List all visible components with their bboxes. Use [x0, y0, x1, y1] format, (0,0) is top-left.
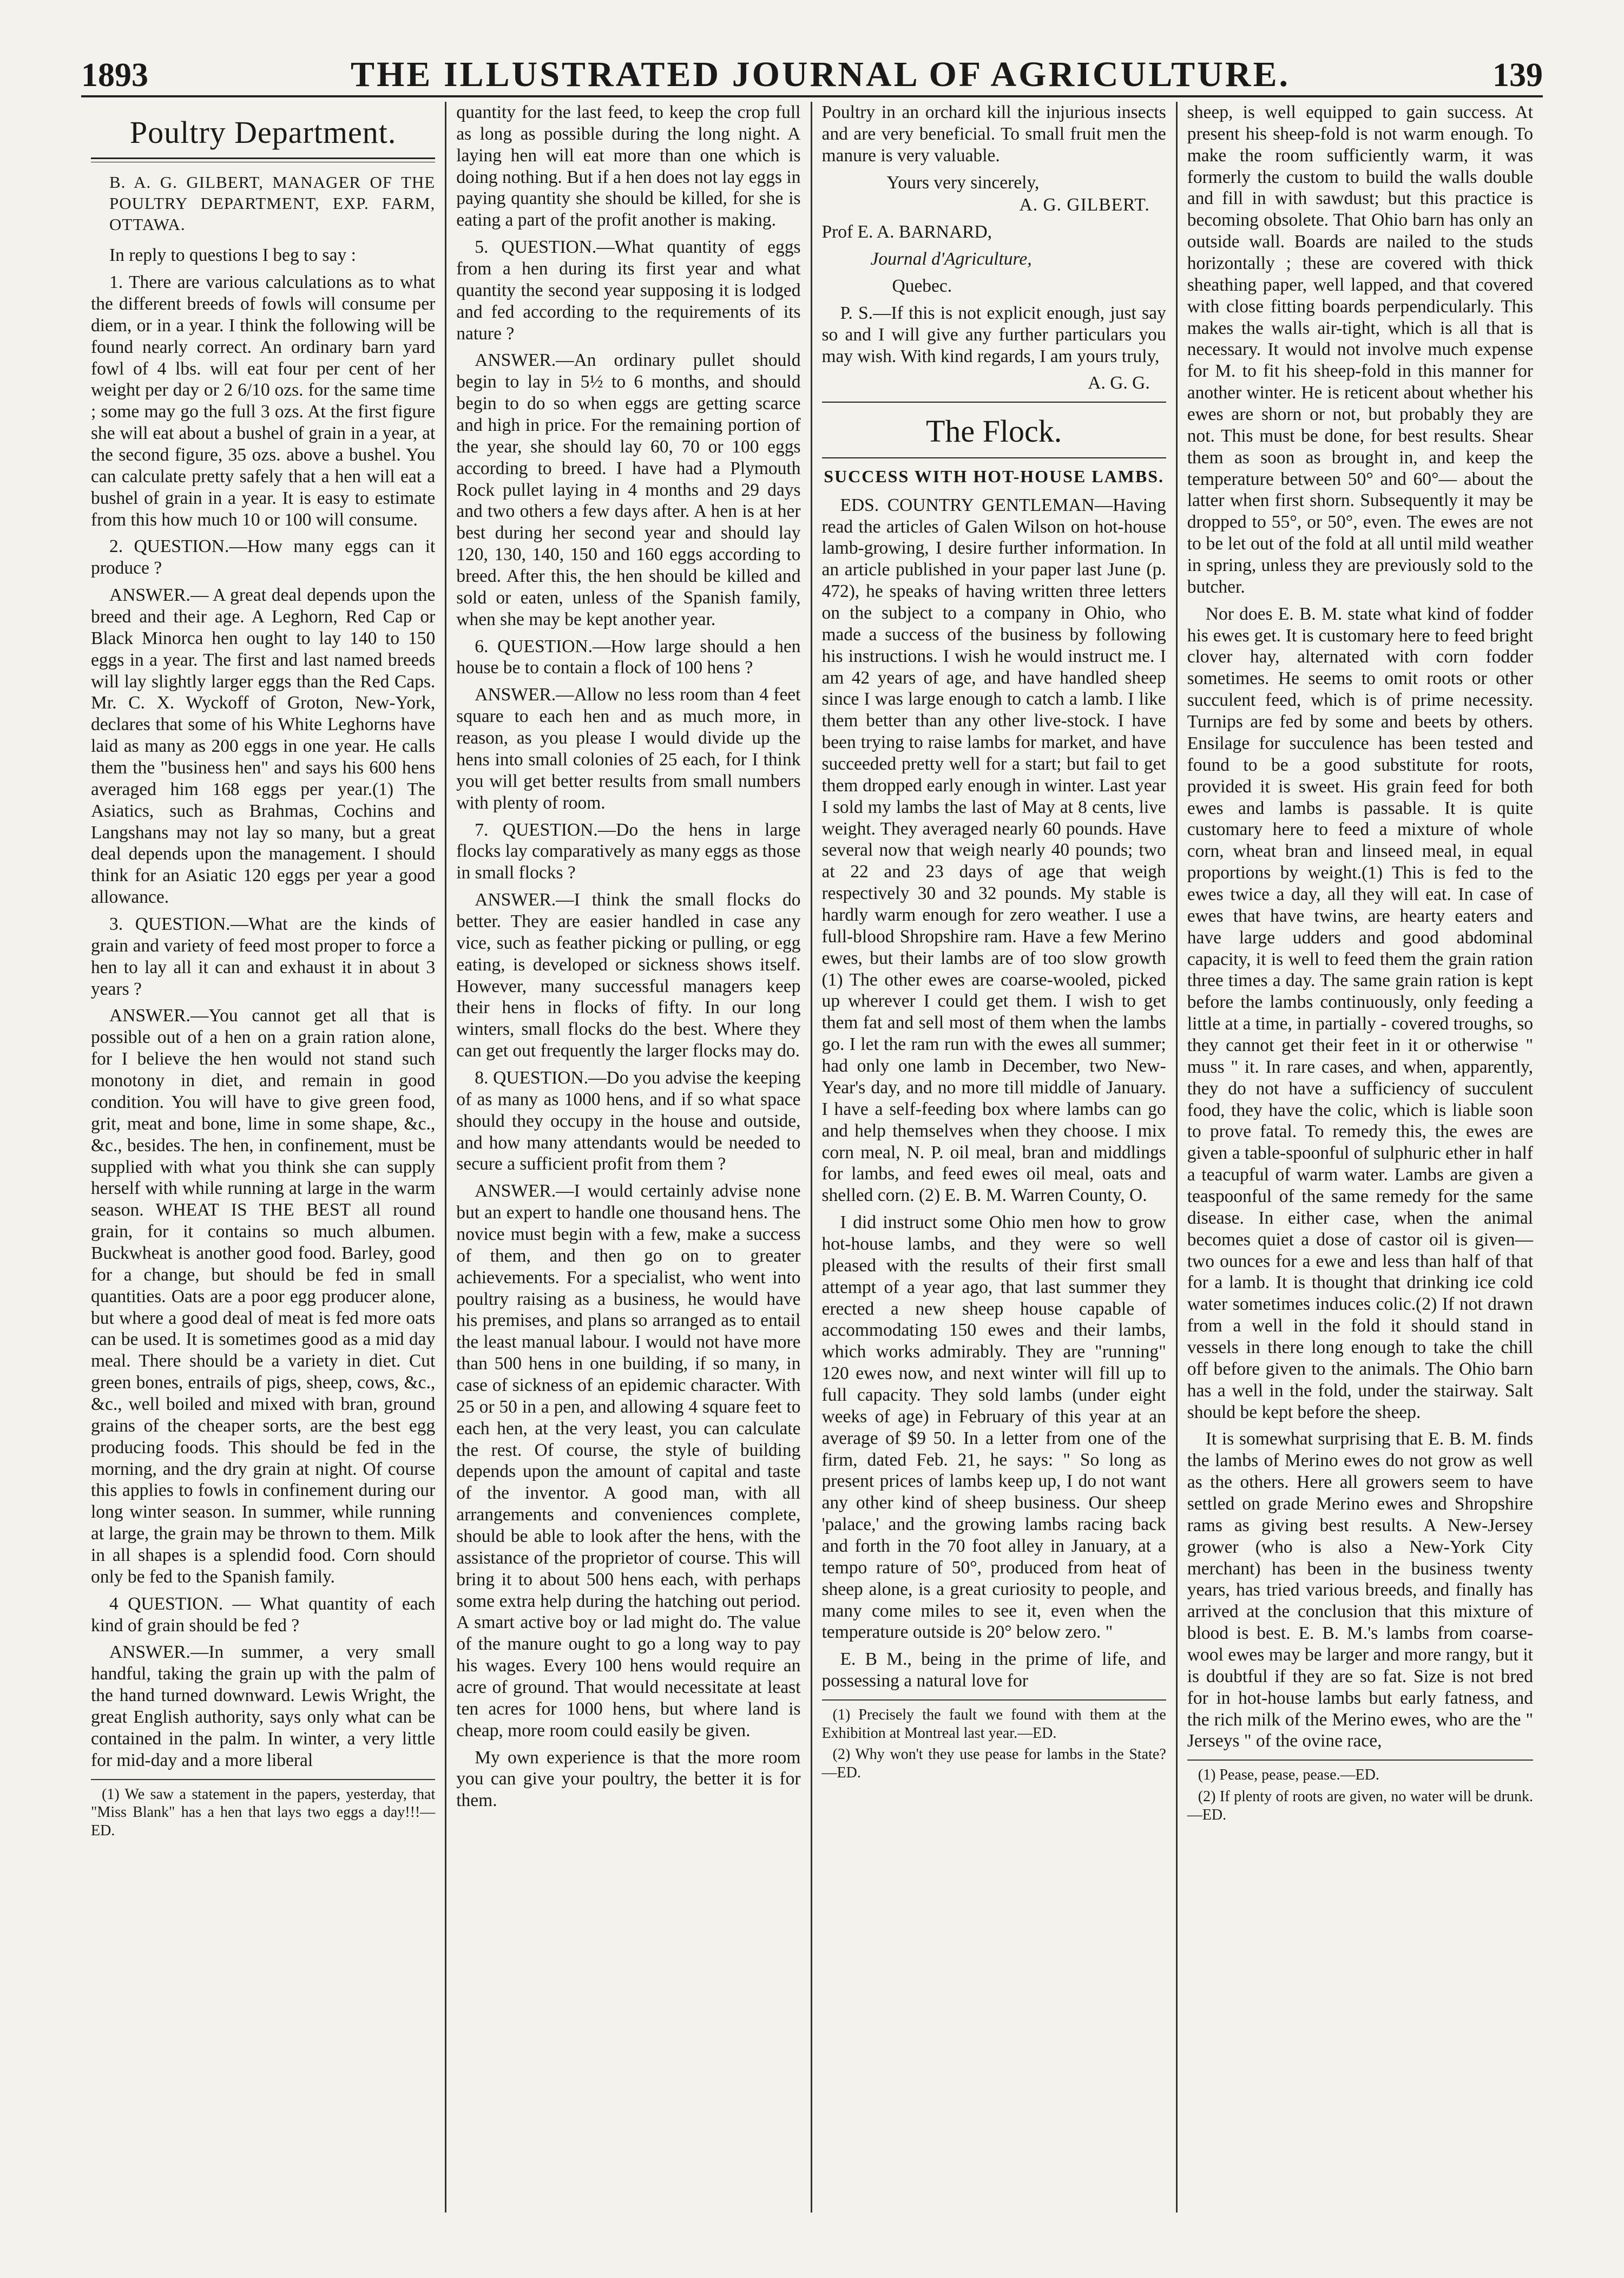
paragraph: 1. There are various calculations as to what the different breeds of fowls will consume per diem, or in a year. I think the following will be found nearly correct. An ordinary barn yard fowl of 4 lbs. will eat four per cent of her weight per day or 2 6/10 ozs. for the same time ; some may go the full 3 ozs. At the first figure she will eat about a bushel of grain in a year, at the second figure, 35 ozs. above a bushel. You can calculate pretty safely that a hen will eat a bushel of grain in a year. It is easy to estimate from this how much 10 or 100 will consume.: [91, 272, 436, 530]
byline: B. A. G. GILBERT, MANAGER OF THE POULTRY DEPARTMENT, EXP. FARM, OTTAWA.: [109, 173, 436, 234]
paragraph: I did instruct some Ohio men how to grow hot-house lambs, and they were so well pleased with the results of their first small attempt of a year ago, that last summer they erected a new sheep house capable of accommodating 150 ewes and their lambs, which works admirably. They are "running" 120 ewes now, and next winter will fill up to full capacity. They sold lambs (under eight weeks of age) in February of this year at an average of $9 50. In a letter from one of the firm, dated Feb. 21, he says: " So long as present prices of lambs keep up, I do not want any other kind of sheep business. Our sheep 'palace,' and the growing lambs racing back and forth in the 70 foot alley in January, at a tempo rature of 50°, produced from heat of sheep alone, is a great curiosity to people, and many come miles to see it, even when the temperature outside is 20° below zero. ": [821, 1212, 1166, 1643]
paragraph: P. S.—If this is not explicit enough, just say so and I will give any further particulars you may wish. With kind regards, I am yours truly,: [821, 303, 1166, 366]
answer: ANSWER.—I would certainly advise none but an expert to handle one thousand hens. The novice must begin with a few, make a success of them, and then go on to greater achievements. For a specialist, who went into poultry raising as a business, he would have his premises, and plans so arranged as to entail the least manual labour. I would not have more than 500 hens in one building, if so many, in case of sickness of an epidemic character. With 25 or 50 in a pen, and allowing 4 square feet to each hen, at the very least, you can calculate the rest. Of course, the style of building depends upon the amount of capital and taste of the inventor. A good man, with all arrangements and conveniences complete, should be able to look after the hens, with the assistance of the proprietor of course. This will bring it to about 500 hens each, with perhaps some extra help during the hatching out period. A smart active boy or lad might do. The value of the manure ought to go a long way to pay his wages. Every 100 hens would require an acre of ground. That would necessitate at least ten acres for 1000 hens, but where land is cheap, more room could easily be given.: [456, 1181, 801, 1741]
answer: ANSWER.—I think the small flocks do better. They are easier handled in case any vice, such as feather picking or pulling, or egg eating, is developed or sickness shows itself. However, many successful managers keep their hens in flocks of fifty. In our long winters, small flocks do the best. Where they can get out frequently the larger flocks may do.: [456, 890, 801, 1061]
footnote: (1) We saw a statement in the papers, yesterday, that "Miss Blank" has a hen that lays two eggs a day!!!—ED.: [91, 1785, 436, 1839]
article-title: SUCCESS WITH HOT-HOUSE LAMBS.: [824, 467, 1165, 487]
question: 2. QUESTION.—How many eggs can it produce ?: [91, 536, 436, 579]
journal-title: THE ILLUSTRATED JOURNAL OF AGRICULTURE.: [350, 55, 1291, 94]
column-4: [1178, 102, 1543, 2213]
question: 4 QUESTION. — What quantity of each kind of grain should be fed ?: [91, 1593, 436, 1636]
paragraph: Poultry in an orchard kill the injurious insects and are very beneficial. To small fruit men the manure is very valuable.: [821, 102, 1166, 166]
page-header: [81, 54, 1543, 92]
signature: A. G. GILBERT.: [1019, 195, 1150, 215]
footnotes: [822, 1699, 1166, 1782]
column-3: [812, 102, 1178, 2213]
the-flock-title: The Flock.: [925, 413, 1062, 449]
paragraph: sheep, is well equipped to gain success. At present his sheep-fold is not warm enough. To make the room sufficiently warm, it was formerly the custom to build the walls double and fill in with sawdust; but this practice is becoming obsolete. That Ohio barn has only an outside wall. Boards are nailed to the studs horizontally ; these are covered with thick sheathing paper, well lapped, and that covered with close fitting boards perpendicularly. This makes the walls air-tight, which is all that is necessary. It would not involve much expense for M. to fit his sheep-fold in this manner for another winter. He is reticent about whether his ewes are shorn or not, but probably they are not. This must be done, for best results. Shear them as soon as brought in, and keep the temperature between 50° and 60°— about the latter when first shorn. Subsequently it may be dropped to 55°, or 50°, even. The ewes are not to be let out of the fold at all until mild weather in spring, unless they are previously sold to the butcher.: [1187, 102, 1533, 597]
footnote: (2) Why won't they use pease for lambs in the State?—ED.: [821, 1746, 1166, 1781]
footnote: (1) Pease, pease, pease.—ED.: [1198, 1767, 1379, 1784]
question: 6. QUESTION.—How large should a hen house be to contain a flock of 100 hens ?: [456, 636, 801, 678]
header-rule: [81, 95, 1543, 97]
paragraph: It is somewhat surprising that E. B. M. finds the lambs of Merino ewes do not grow as well as the others. Here all growers seem to have settled on grade Merino ewes and Shropshire rams as giving best results. A New-Jersey grower (who is also a New-York City merchant) has been in the business twenty years, has tried various breeds, and finally has arrived at the conclusion that this mixture of blood is best. E. B. M.'s lambs from coarse-wool ewes may be larger and more rangy, but it is doubtful if they are so fat. Size is not bred for in hot-house lambs but early fatness, and the rich milk of the Merino ewes, who are the " Jerseys " of the ovine race,: [1187, 1429, 1533, 1751]
question: 8. QUESTION.—Do you advise the keeping of as many as 1000 hens, and if so what space should they occupy in the house and outside, and how many attendants would be needed to secure a sufficient profit from them ?: [456, 1067, 801, 1174]
answer: ANSWER.— A great deal depends upon the breed and their age. A Leghorn, Red Cap or Black Minorca hen ought to lay 140 to 150 eggs in a year. The first and last named breeds will lay slightly larger eggs than the Red Caps. Mr. C. X. Wyckoff of Groton, New-York, declares that some of his White Leghorns have laid as many as 200 eggs in one year. He calls them the "business hen" and says his 600 hens averaged him 168 eggs per year.(1) The Asiatics, such as Brahmas, Cochins and Langshans may not lay so many, but a great deal depends upon the management. I should think for an Asiatic 120 eggs per year a good allowance.: [91, 585, 436, 908]
footnote: (2) If plenty of roots are given, no water will be drunk.—ED.: [1187, 1788, 1533, 1823]
signature: A. G. G.: [1088, 373, 1150, 393]
question: 3. QUESTION.—What are the kinds of grain and variety of feed most proper to force a hen to lay all it can and exhaust it in about 3 years ?: [91, 914, 436, 999]
paragraph: E. B M., being in the prime of life, and possessing a natural love for: [821, 1649, 1166, 1691]
article-columns: [81, 102, 1543, 2213]
section-rule: [91, 157, 435, 162]
signoff: Yours very sincerely,: [886, 172, 1040, 193]
paragraph: quantity for the last feed, to keep the crop full as long as possible during the long night. A laying hen will eat more than one which is doing nothing. But if a hen does not lay eggs in paying quantity she should be killed, for she is eating a part of the profit another is making.: [456, 102, 801, 231]
addressee: Prof E. A. BARNARD,: [821, 222, 992, 242]
paragraph: EDS. COUNTRY GENTLEMAN—Having read the articles of Galen Wilson on hot-house lamb-growing, I desire further information. In an article published in your paper last June (p. 472), he speaks of having written three letters on the subject to a company in Ohio, who made a success of the business by following his instructions. I wish he would instruct me. I am 42 years of age, and have handled sheep since I was large enough to catch a lamb. I like them better than any other live-stock. I have been trying to raise lambs for market, and have succeeded pretty well for a start; but fail to get them dropped early enough in winter. Last year I sold my lambs the last of May at 8 cents, live weight. They averaged nearly 60 pounds. Have several now that weigh nearly 40 pounds; two at 22 and 23 days of age that weigh respectively 30 and 32 pounds. My stable is hardly warm enough for zero weather. I use a full-blood Shropshire ram. Have a few Merino ewes, but their lambs are of too slow growth (1) The other ewes are coarse-wooled, picked up wherever I could get them. I wish to get them fat and sell most of them when the lambs go. I let the ram run with the ewes all summer; had only one lamb in December, two New-Year's day, and no more till middle of January. I have a self-feeding box where lambs can go and help themselves when they choose. I mix corn meal, N. P. oil meal, bran and middlings for lambs, and feed ewes oil meal, oats and shelled corn. (2) E. B. M. Warren County, O.: [821, 495, 1166, 1206]
paragraph: My own experience is that the more room you can give your poultry, the better it is for them.: [456, 1747, 801, 1811]
poultry-department-title: Poultry Department.: [129, 115, 397, 150]
addressee: Journal d'Agriculture,: [870, 249, 1032, 270]
header-year: 1893: [81, 57, 148, 94]
question: 5. QUESTION.—What quantity of eggs from a hen during its first year and what quantity the second year supposing it is lodged and fed according to the requirements of its nature ?: [456, 237, 801, 344]
section-rule: [822, 402, 1166, 403]
column-2: [446, 102, 812, 2213]
section-rule: [822, 457, 1166, 458]
footnotes: [91, 1779, 435, 1840]
paragraph: In reply to questions I beg to say :: [109, 245, 356, 266]
footnote: (1) Precisely the fault we found with them at the Exhibition at Montreal last year.—ED.: [821, 1706, 1166, 1742]
addressee: Quebec.: [892, 276, 952, 297]
answer: ANSWER.—You cannot get all that is possible out of a hen on a grain ration alone, for I believe the hen would not stand such monotony in diet, and remain in good condition. You will have to give green food, grit, meat and bone, lime in some shape, &c., &c., besides. The hen, in confinement, must be supplied with what you think she can supply herself with while running at large in the warm season. WHEAT IS THE BEST all round grain, for it contains so much albumen. Buckwheat is another good food. Barley, good for a change, but should be fed in small quantities. Oats are a poor egg producer alone, but where a good deal of meat is fed more oats can be used. It is sometimes good as a mid day meal. There should be a variety in diet. Cut green bones, entrails of pigs, sheep, cows, &c., &c., well boiled and mixed with bran, ground grains of the cheaper sorts, are the best egg producing foods. This should be fed in the morning, and the dry grain at night. Of course this applies to fowls in confinement during our long winter season. In summer, while running at large, the grain may be thrown to them. Milk in all shapes is a splendid food. Corn should only be fed to the Spanish family.: [91, 1006, 436, 1587]
page-number: 139: [1492, 57, 1543, 94]
column-1: [81, 102, 446, 2213]
answer: ANSWER.—In summer, a very small handful, taking the grain up with the palm of the hand turned downward. Lewis Wright, the great English authority, says only what can be contained in the palm. In winter, a very little for mid-day and a more liberal: [91, 1642, 436, 1770]
paragraph: Nor does E. B. M. state what kind of fodder his ewes get. It is customary here to feed bright clover hay, alternated with corn fodder sometimes. He seems to omit roots or other succulent feed, which is of prime necessity. Turnips are fed by some and beets by others. Ensilage for succulence has been tested and found to be a good substitute for roots, provided it is sweet. His grain feed for both ewes and lambs is passable. It is quite customary here to feed a mixture of whole corn, wheat bran and linseed meal, in equal proportions by weight.(1) This is fed to the ewes twice a day, all they will eat. In case of ewes that have twins, are hearty eaters and have large udders and good abdominal capacity, it is well to feed them the grain ration three times a day. The same grain ration is kept before the lambs continuously, only feeding a little at a time, in partially - covered troughs, so they cannot get their feet in it or otherwise " muss " it. In rare cases, and when, apparently, they do not have a sufficiency of succulent food, they have the colic, which is liable soon to prove fatal. To remedy this, the ewes are given a table-spoonful of sulphuric ether in half a teacupful of warm water. Lambs are given a teaspoonful of the same remedy for the same disease. In either case, when the animal becomes quiet a dose of castor oil is given—two ounces for a ewe and less than half of that for a lamb. It is thought that drinking ice cold water sometimes induces colic.(2) If not drawn from a well in the fold it should stand in vessels in there long enough to take the chill off before given to the animals. The Ohio barn has a well in the fold, under the stairway. Salt should be kept before the sheep.: [1187, 603, 1533, 1422]
answer: ANSWER.—An ordinary pullet should begin to lay in 5½ to 6 months, and should begin to do so when eggs are getting scarce and high in price. For the remaining portion of the year, she should lay 60, 70 or 100 eggs according to breed. I have had a Plymouth Rock pullet laying in 4 months and 29 days and two others a few days after. A hen is at her best during her second year and should lay 120, 130, 140, 150 and 160 eggs according to breed. After this, the hen should be killed and sold or eaten, unless of the Spanish family, when she may be kept another year.: [456, 350, 801, 629]
answer: ANSWER.—Allow no less room than 4 feet square to each hen and as much more, in reason, as you please I would divide up the hens into small colonies of 25 each, for I think you will get better results from small numbers with plenty of room.: [456, 685, 801, 813]
footnotes: [1187, 1760, 1533, 1824]
question: 7. QUESTION.—Do the hens in large flocks lay comparatively as many eggs as those in small flocks ?: [456, 819, 801, 883]
